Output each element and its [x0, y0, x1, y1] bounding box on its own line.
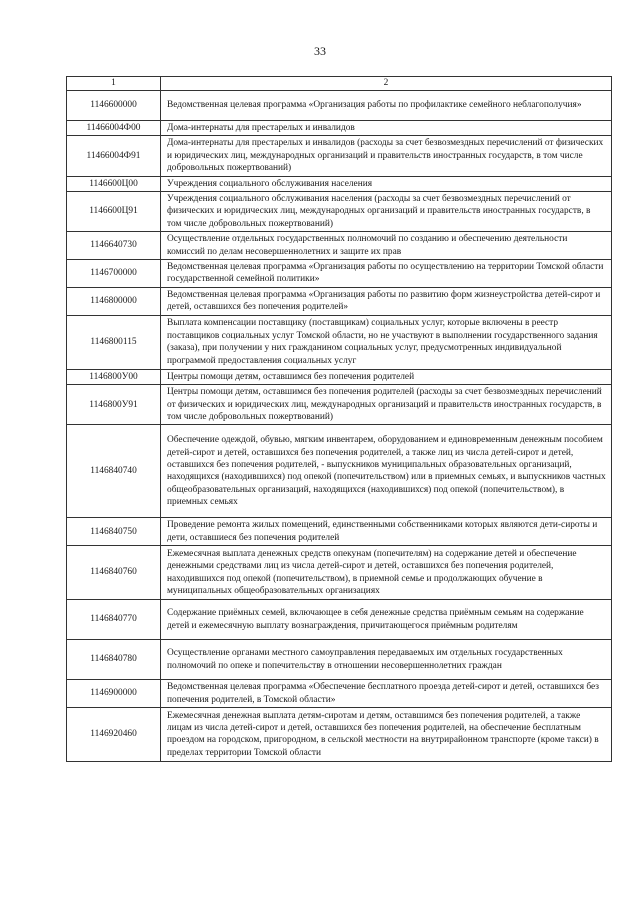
row-description: Центры помощи детям, оставшимся без попечения родителей (расходы за счет безвозмездных перечислений от физических и юридических лиц, международных организаций и правительств иностранных государств, в том числе добровольных пожертвований) [161, 385, 612, 425]
budget-classification-table [66, 76, 612, 762]
row-code: 1146840750 [67, 518, 161, 546]
table-row [67, 315, 612, 369]
row-description: Проведение ремонта жилых помещений, единственными собственниками которых являются дети-сироты и дети, оставшиеся без попечения родителей [161, 518, 612, 546]
table-row [67, 680, 612, 708]
row-code: 1146840780 [67, 640, 161, 680]
row-description: Учреждения социального обслуживания населения [161, 176, 612, 191]
row-code: 1146920460 [67, 707, 161, 761]
table-row [67, 121, 612, 136]
row-description: Ведомственная целевая программа «Обеспечение бесплатного проезда детей-сирот и детей, оставшихся без попечения родителей, в Томской области» [161, 680, 612, 708]
row-description: Ведомственная целевая программа «Организация работы по развитию форм жизнеустройства детей-сирот и детей, оставшихся без попечения родителей» [161, 287, 612, 315]
table-row [67, 369, 612, 384]
table-row [67, 136, 612, 176]
table-row [67, 385, 612, 425]
row-code: 1146700000 [67, 260, 161, 288]
row-code: 1146600Ц00 [67, 176, 161, 191]
row-code: 1146800000 [67, 287, 161, 315]
table-header-row [67, 77, 612, 91]
row-code: 1146840770 [67, 600, 161, 640]
table-row [67, 91, 612, 121]
row-description: Учреждения социального обслуживания населения (расходы за счет безвозмездных перечислений от физических и юридических лиц, международных организаций и правительств иностранных государств, в том числе добровольных пожертвований) [161, 192, 612, 232]
row-description: Выплата компенсации поставщику (поставщикам) социальных услуг, которые включены в реестр поставщиков социальных услуг Томской области, но не участвуют в выполнении государственного задания (заказа), при получении у них гражданином социальных услуг, предусмотренных индивидуальной программой предоставления социальных услуг [161, 315, 612, 369]
row-code: 1146600Ц91 [67, 192, 161, 232]
row-code: 11466004Ф91 [67, 136, 161, 176]
row-description: Дома-интернаты для престарелых и инвалидов (расходы за счет безвозмездных перечислений от физических и юридических лиц, международных организаций и правительств иностранных государств, в том числе добровольных пожертвований) [161, 136, 612, 176]
row-description: Дома-интернаты для престарелых и инвалидов [161, 121, 612, 136]
table-body [67, 77, 612, 762]
table-row [67, 425, 612, 518]
column-header-2: 2 [161, 77, 612, 91]
table-row [67, 232, 612, 260]
table-row [67, 260, 612, 288]
row-description: Центры помощи детям, оставшимся без попечения родителей [161, 369, 612, 384]
row-code: 1146840740 [67, 425, 161, 518]
table-row [67, 176, 612, 191]
table-row [67, 600, 612, 640]
table-row [67, 192, 612, 232]
row-code: 1146640730 [67, 232, 161, 260]
row-description: Осуществление органами местного самоуправления передаваемых им отдельных государственных полномочий по опеке и попечительству в отношении несовершеннолетних граждан [161, 640, 612, 680]
row-description: Ведомственная целевая программа «Организация работы по осуществлению на территории Томской области государственной семейной политики» [161, 260, 612, 288]
page-number: 33 [314, 44, 326, 58]
row-description: Обеспечение одеждой, обувью, мягким инвентарем, оборудованием и единовременным денежным пособием детей-сирот и детей, оставшихся без попечения родителей, а также лиц из числа детей-сирот и детей, оставшихся без попечения родителей, - выпускников муниципальных образовательных организаций, находящихся (находившихся) под опекой (попечительством) или в приемных семьях, и выпускников частных общеобразовательных организаций, находящихся (находившихся) под опекой (попечительством), в приемных семьях [161, 425, 612, 518]
row-description: Ведомственная целевая программа «Организация работы по профилактике семейного неблагополучия» [161, 91, 612, 121]
table-row [67, 287, 612, 315]
row-description: Ежемесячная денежная выплата детям-сиротам и детям, оставшимся без попечения родителей, а также лицам из числа детей-сирот и детей, оставшихся без попечения родителей, на обеспечение бесплатным проездом на городском, пригородном, в сельской местности на внутрирайонном транспорте (кроме такси) в пределах территории Томской области [161, 707, 612, 761]
row-code: 1146800У00 [67, 369, 161, 384]
table-row [67, 518, 612, 546]
row-code: 1146840760 [67, 546, 161, 600]
row-code: 1146600000 [67, 91, 161, 121]
row-description: Ежемесячная выплата денежных средств опекунам (попечителям) на содержание детей и обеспечение денежными средствами лиц из числа детей-сирот и детей, оставшихся без попечения родителей, находившихся под опекой (попечительством), в приемной семье и продолжающих обучение в муниципальных общеобразовательных организациях [161, 546, 612, 600]
row-code: 1146800У91 [67, 385, 161, 425]
row-code: 1146800115 [67, 315, 161, 369]
row-description: Содержание приёмных семей, включающее в себя денежные средства приёмным семьям на содержание детей и ежемесячную выплату вознаграждения, причитающегося приёмным родителям [161, 600, 612, 640]
table-row [67, 546, 612, 600]
table-row [67, 640, 612, 680]
table-row [67, 707, 612, 761]
column-header-1: 1 [67, 77, 161, 91]
row-code: 11466004Ф00 [67, 121, 161, 136]
row-description: Осуществление отдельных государственных полномочий по созданию и обеспечению деятельности комиссий по делам несовершеннолетних и защите их прав [161, 232, 612, 260]
row-code: 1146900000 [67, 680, 161, 708]
